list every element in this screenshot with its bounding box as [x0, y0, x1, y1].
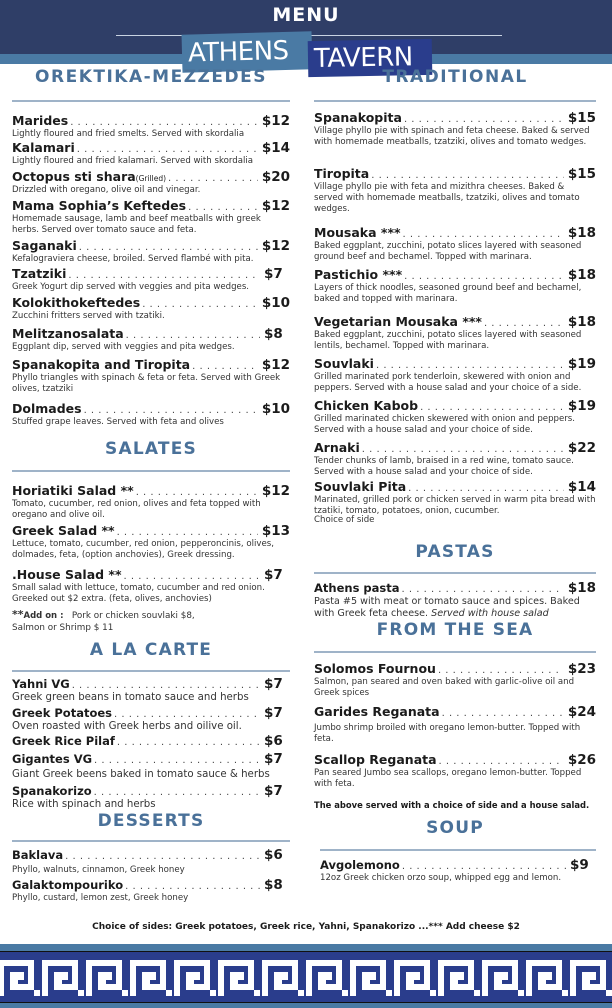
- menu-item: [314, 398, 596, 440]
- item-name: Mama Sophia’s Keftedes: [12, 198, 187, 213]
- item-name: .House Salad **: [12, 567, 122, 582]
- section-title-orektika: OREKTIKA-MEZZEDES: [35, 67, 267, 87]
- addon-note: [12, 609, 290, 634]
- menu-item: [12, 676, 290, 705]
- item-name: Scallop Reganata: [314, 752, 437, 767]
- item-name: Saganaki: [12, 238, 77, 253]
- item-price: $7: [264, 676, 283, 692]
- leader-dots: [438, 665, 564, 676]
- leader-dots: [439, 756, 564, 767]
- item-price: $24: [567, 704, 596, 720]
- item-price: $7: [264, 266, 283, 282]
- item-price: $18: [567, 225, 596, 241]
- leader-dots: [117, 527, 258, 538]
- section-title-from-the-sea: FROM THE SEA: [376, 620, 534, 640]
- leader-dots: [402, 584, 564, 595]
- addon-line2: Salmon or Shrimp $ 11: [12, 623, 114, 633]
- item-description: Baked eggplant, zucchini, potato slices layered with seasoned lentils, bechamel. Topped with marinara.: [314, 330, 582, 351]
- item-description: Stuffed grape leaves. Served with feta and olives: [12, 417, 224, 427]
- item-price: $9: [570, 857, 589, 873]
- item-price: $14: [567, 479, 596, 495]
- item-price: $8: [264, 877, 283, 893]
- item-name: Spanakopita and Tiropita: [12, 357, 191, 372]
- item-name: Solomos Fournou: [314, 661, 436, 676]
- item-name: Arnaki: [314, 440, 360, 455]
- menu-item: [314, 661, 596, 704]
- item-price: $12: [261, 357, 290, 373]
- menu-item: [314, 479, 596, 515]
- item-name: Greek Potatoes: [12, 706, 112, 720]
- item-description: Phyllo, walnuts, cinnamon, Greek honey: [12, 865, 185, 875]
- leader-dots: [94, 755, 260, 766]
- item-description-italic: Served with house salad: [431, 608, 549, 619]
- leader-dots: [65, 851, 260, 862]
- menu-item: [314, 166, 596, 225]
- item-name: Marides: [12, 113, 69, 128]
- item-description: Layers of thick noodles, seasoned ground beef and bechamel, baked and topped with marinara.: [314, 283, 582, 304]
- menu-item: [12, 733, 290, 751]
- item-name: Dolmades: [12, 401, 82, 416]
- menu-item: [314, 440, 596, 479]
- leader-dots: [77, 144, 258, 155]
- leader-dots: [420, 402, 564, 413]
- leader-dots: [114, 709, 260, 720]
- item-price: $8: [264, 326, 283, 342]
- item-description: Baked eggplant, zucchini, potato slices layered with seasoned ground beef and bechamel. Topped with marinara.: [314, 241, 582, 262]
- item-description: 12oz Greek chicken orzo soup, whipped egg and lemon.: [320, 873, 562, 883]
- menu-item: [12, 140, 290, 166]
- leader-dots: [403, 229, 564, 240]
- leader-dots: [404, 271, 564, 282]
- item-description: Kefalograviera cheese, broiled. Served flambé with pita.: [12, 254, 254, 264]
- menu-item: [12, 877, 290, 903]
- menu-item: [12, 847, 290, 877]
- menu-item: [12, 295, 290, 326]
- menu-item: [314, 704, 596, 752]
- item-name: Mousaka ***: [314, 225, 401, 240]
- item-description: Giant Greek beens baked in tomato sauce & herbs: [12, 769, 270, 780]
- item-name: Octopus sti shara: [12, 169, 136, 184]
- item-description: Grilled marinated chicken skewered with onion and peppers. Served with a house salad and your choice of side.: [314, 414, 576, 435]
- section-rule: [12, 840, 290, 842]
- item-name: Greek Salad **: [12, 523, 115, 538]
- section-rule: [314, 100, 596, 102]
- menu-item: [12, 751, 290, 783]
- item-description: Salmon, pan seared and oven baked with garlic-olive oil and Greek spices: [314, 677, 575, 698]
- item-name: Tzatziki: [12, 266, 67, 281]
- item-price: $12: [261, 198, 290, 214]
- item-price: $7: [264, 705, 283, 721]
- item-name: Greek Rice Pilaf: [12, 734, 115, 748]
- menu-item: [314, 314, 596, 356]
- item-description: [314, 596, 596, 620]
- item-description: Tomato, cucumber, red onion, olives and feta topped with oregano and olive oil.: [12, 499, 261, 520]
- item-name: Galaktompouriko: [12, 878, 124, 892]
- section-title-traditional: TRADITIONAL: [382, 67, 528, 87]
- item-description: Lettuce, tomato, cucumber, red onion, pepperoncinis, olives, dolmades, feta, (option anchovies), Greek dressing.: [12, 539, 274, 560]
- leader-dots: [142, 299, 258, 310]
- greek-key-pattern-icon: [0, 956, 612, 1000]
- section-title-pastas: PASTAS: [415, 542, 495, 562]
- sides-footnote: Choice of sides: Greek potatoes, Greek rice, Yahni, Spanakorizo ...*** Add cheese $2: [92, 922, 520, 932]
- addon-line1: Pork or chicken souvlaki $8,: [71, 611, 195, 621]
- section-rule: [314, 651, 596, 653]
- item-name: Vegetarian Mousaka ***: [314, 314, 482, 329]
- item-name: Athens pasta: [314, 581, 400, 595]
- item-price: $14: [261, 140, 290, 156]
- menu-item: [12, 401, 290, 431]
- item-price: $20: [261, 169, 290, 185]
- menu-item: [12, 113, 290, 139]
- menu-title: MENU: [272, 4, 340, 26]
- item-description: Jumbo shrimp broiled with oregano lemon-butter. Topped with feta.: [314, 723, 581, 744]
- menu-item: [12, 483, 290, 523]
- item-price: $18: [567, 267, 596, 283]
- item-price: $10: [261, 295, 290, 311]
- menu-item: [314, 356, 596, 398]
- section-rule: [12, 100, 290, 102]
- item-price: $18: [567, 314, 596, 330]
- item-price: $19: [567, 398, 596, 414]
- menu-item: [12, 357, 290, 401]
- section-rule: [12, 670, 290, 672]
- menu-item: [12, 266, 290, 295]
- section-rule: [314, 572, 596, 574]
- item-note: (Grilled): [135, 174, 167, 183]
- menu-item: [314, 110, 596, 166]
- item-description: Oven roasted with Greek herbs and oilive oil.: [12, 721, 242, 732]
- item-description: Zucchini fritters served with tzatiki.: [12, 311, 165, 321]
- leader-dots: [404, 114, 564, 125]
- menu-item: [12, 567, 290, 609]
- menu-item: [12, 198, 290, 238]
- item-price: $18: [567, 580, 596, 596]
- leader-dots: [362, 444, 564, 455]
- item-description: Small salad with lettuce, tomato, cucumber and red onion. Greeked out $2 extra. (feta, olives, anchovies): [12, 583, 265, 604]
- leader-dots: [442, 708, 564, 719]
- item-description: Greek Yogurt dip served with veggies and pita wedges.: [12, 282, 250, 292]
- menu-item: [12, 169, 290, 198]
- item-name: Kalamari: [12, 140, 75, 155]
- logo-athens-text: ATHENS: [187, 35, 289, 69]
- item-name: Souvlaki Pita: [314, 479, 407, 494]
- leader-dots: [126, 330, 260, 341]
- item-name: Gigantes VG: [12, 752, 93, 766]
- leader-dots: [117, 737, 260, 748]
- section-title-a-la-carte: A LA CARTE: [89, 640, 213, 660]
- item-name: Pastichio ***: [314, 267, 403, 282]
- item-description: Village phyllo pie with spinach and feta cheese. Baked & served with homemade meatballs, tzatziki, olives and tomato wedges.: [314, 126, 590, 147]
- item-price: $26: [567, 752, 596, 768]
- item-price: $6: [264, 847, 283, 863]
- addon-marker: **: [12, 608, 24, 621]
- traditional-footnote: Choice of side: [314, 515, 375, 525]
- leader-dots: [408, 483, 564, 494]
- item-price: $10: [261, 401, 290, 417]
- item-description: Village phyllo pie with feta and mizithra cheeses. Baked & served with homemade meatballs, tzatziki, olives and tomato wedges.: [314, 182, 580, 214]
- leader-dots: [68, 270, 260, 281]
- leader-dots: [70, 117, 258, 128]
- item-description: Rice with spinach and herbs: [12, 799, 156, 810]
- item-price: $23: [567, 661, 596, 677]
- menu-item: [314, 752, 596, 800]
- leader-dots: [84, 405, 258, 416]
- leader-dots: [168, 173, 258, 184]
- leader-dots: [484, 318, 564, 329]
- left-column: [12, 64, 290, 903]
- item-description: Marinated, grilled pork or chicken served in warm pita bread with tzatiki, tomato, potatoes, onion, cucumber.: [314, 495, 596, 516]
- item-description: Phyllo triangles with spinach & feta or feta. Served with Greek olives, tzatziki: [12, 373, 281, 394]
- item-name: Yahni VG: [12, 677, 70, 691]
- item-name: Garides Reganata: [314, 704, 440, 719]
- item-price: $12: [261, 113, 290, 129]
- item-description: Pan seared Jumbo sea scallops, oregano lemon-butter. Topped with feta.: [314, 768, 582, 789]
- leader-dots: [79, 242, 258, 253]
- item-name: Spanakorizo: [12, 784, 92, 798]
- section-rule: [320, 849, 596, 851]
- menu-item: [12, 326, 290, 357]
- section-title-salates: SALATES: [105, 439, 197, 459]
- section-rule: [12, 470, 290, 472]
- leader-dots: [402, 861, 566, 872]
- item-name: Tiropita: [314, 166, 370, 181]
- sea-footnote: The above served with a choice of side and a house salad.: [314, 800, 590, 810]
- menu-item: [12, 705, 290, 733]
- item-price: $7: [264, 783, 283, 799]
- menu-item: [314, 267, 596, 314]
- leader-dots: [125, 881, 260, 892]
- item-price: $15: [567, 110, 596, 126]
- item-name: Spanakopita: [314, 110, 402, 125]
- menu-item: [314, 580, 596, 620]
- item-price: $19: [567, 356, 596, 372]
- item-description: Tender chunks of lamb, braised in a red wine, tomato sauce. Served with a house salad and your choice of side.: [314, 456, 574, 477]
- item-description: Eggplant dip, served with veggies and pita wedges.: [12, 342, 235, 352]
- menu-item: [320, 857, 596, 883]
- leader-dots: [136, 487, 258, 498]
- item-description: Greek green beans in tomato sauce and herbs: [12, 692, 249, 703]
- item-name: Chicken Kabob: [314, 398, 419, 413]
- item-description-text: Pasta #5 with meat or tomato sauce and spices. Baked with Greek feta cheese.: [314, 596, 580, 619]
- item-description: Drizzled with oregano, olive oil and vinegar.: [12, 185, 201, 195]
- item-description: Phyllo, custard, lemon zest, Greek honey: [12, 893, 189, 903]
- item-price: $7: [264, 751, 283, 767]
- item-description: Grilled marinated pork tenderloin, skewered with onion and peppers. Served with a house salad and your choice of a side.: [314, 372, 582, 393]
- addon-label: Add on :: [23, 611, 64, 621]
- leader-dots: [188, 202, 258, 213]
- item-price: $13: [261, 523, 290, 539]
- item-description: Homemade sausage, lamb and beef meatballs with greek herbs. Served over tomato sauce and feta.: [12, 214, 261, 235]
- section-title-soup: SOUP: [426, 818, 484, 838]
- item-name: Souvlaki: [314, 356, 374, 371]
- item-name: Melitzanosalata: [12, 326, 124, 341]
- item-name: Baklava: [12, 848, 64, 862]
- right-column: [314, 64, 596, 883]
- leader-dots: [192, 361, 258, 372]
- item-name: Horiatiki Salad **: [12, 483, 134, 498]
- item-price: $6: [264, 733, 283, 749]
- item-price: $7: [264, 567, 283, 583]
- menu-item: [12, 783, 290, 811]
- logo-tavern-text: TAVERN: [313, 42, 413, 74]
- menu-item: [314, 225, 596, 267]
- leader-dots: [94, 787, 260, 798]
- item-description: Lightly floured and fried kalamari. Served with skordalia: [12, 156, 254, 166]
- item-price: $22: [567, 440, 596, 456]
- leader-dots: [124, 571, 261, 582]
- menu-item: [12, 523, 290, 567]
- menu-item: [12, 238, 290, 266]
- section-title-desserts: DESSERTS: [97, 811, 205, 831]
- leader-dots: [371, 170, 564, 181]
- item-price: $12: [261, 483, 290, 499]
- item-price: $12: [261, 238, 290, 254]
- item-description: Lightly floured and fried smelts. Served with skordalia: [12, 129, 245, 139]
- item-name: Kolokithokeftedes: [12, 295, 141, 310]
- leader-dots: [376, 360, 564, 371]
- leader-dots: [72, 680, 260, 691]
- item-name: Avgolemono: [320, 858, 400, 872]
- item-price: $15: [567, 166, 596, 182]
